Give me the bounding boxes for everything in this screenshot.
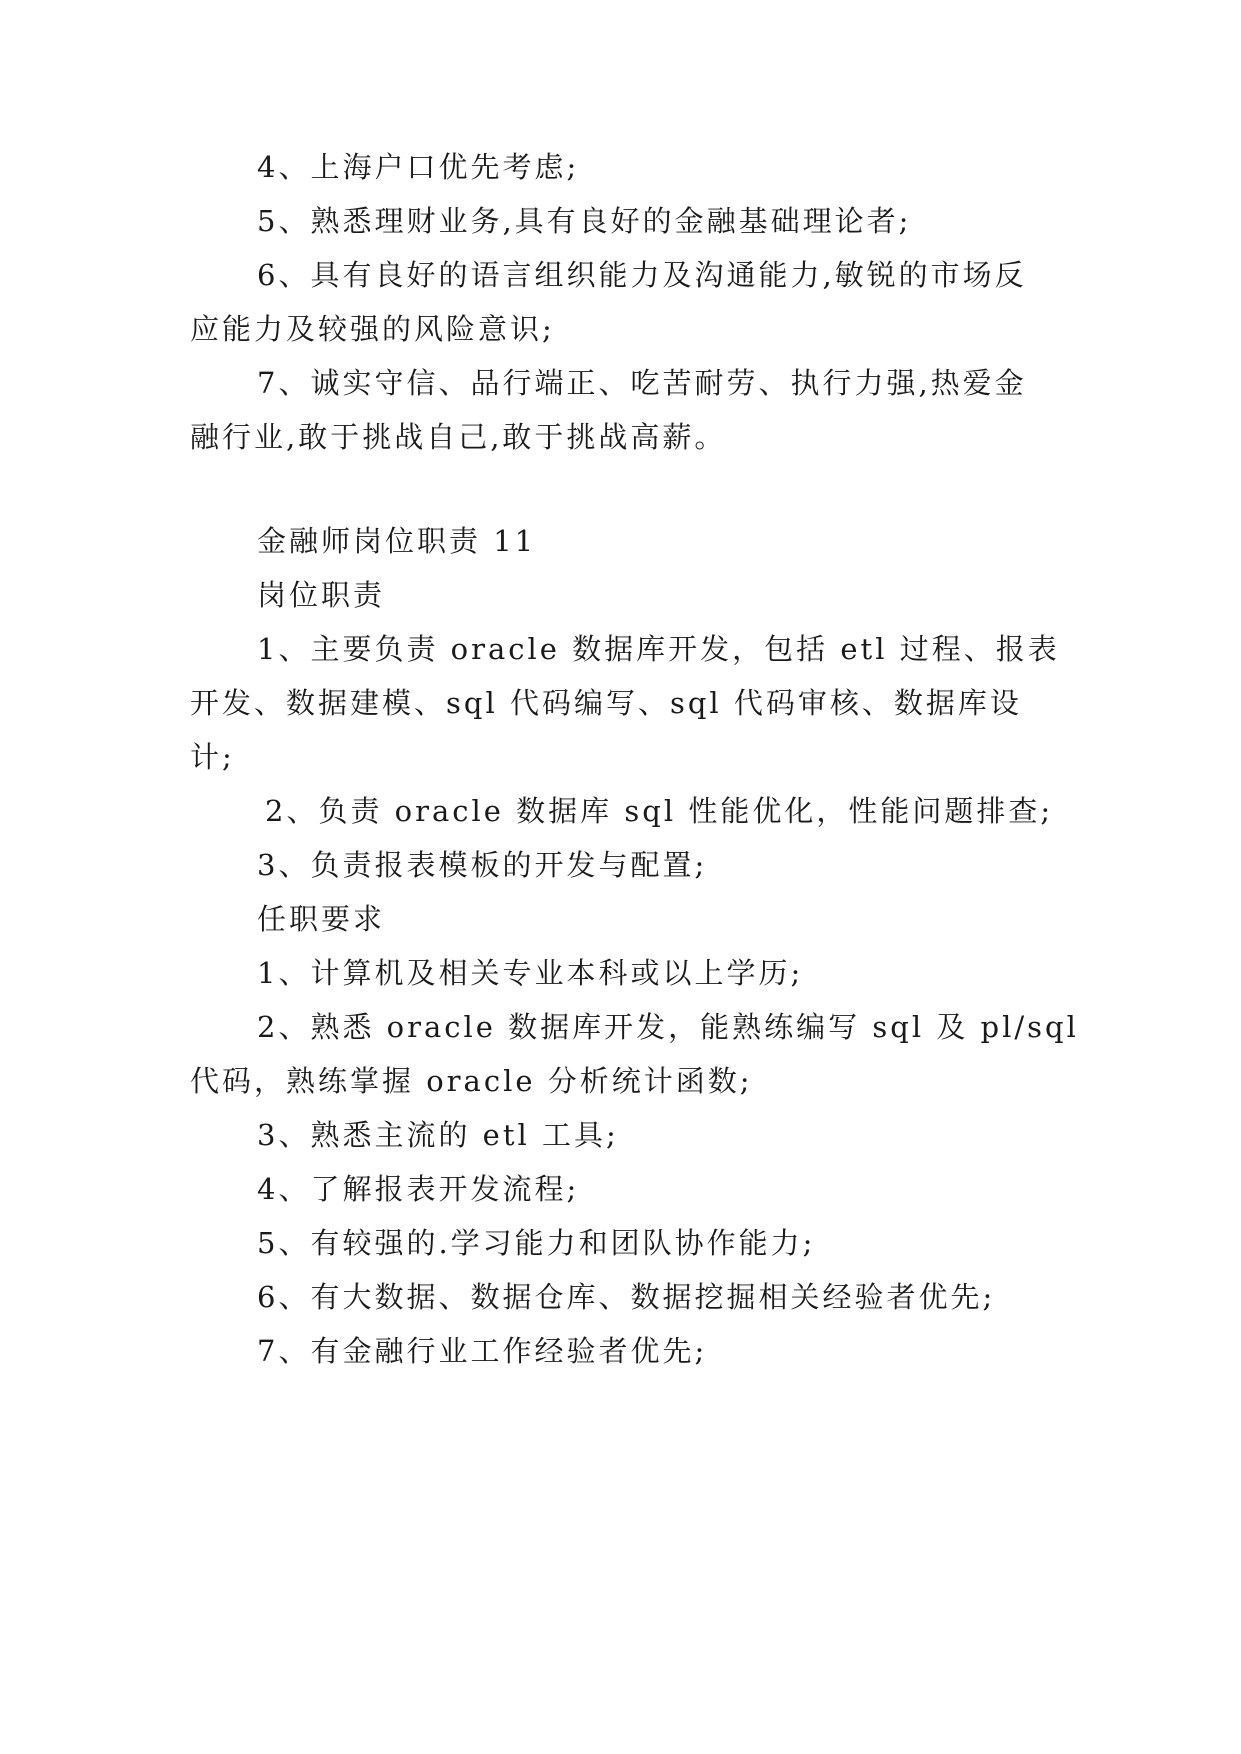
duty-1-line-1: 1、主要负责 oracle 数据库开发，包括 etl 过程、报表 xyxy=(257,632,1060,666)
duty-1-line-2: 开发、数据建模、sql 代码编写、sql 代码审核、数据库设 xyxy=(190,686,1022,720)
duty-2: 2、负责 oracle 数据库 sql 性能优化，性能问题排查; xyxy=(265,794,1054,828)
prev-requirement-4: 4、上海户口优先考虑; xyxy=(257,150,580,184)
prev-requirement-5: 5、熟悉理财业务,具有良好的金融基础理论者; xyxy=(257,204,912,238)
duty-3: 3、负责报表模板的开发与配置; xyxy=(257,848,708,882)
section-title: 金融师岗位职责 11 xyxy=(257,524,537,558)
duties-heading: 岗位职责 xyxy=(257,578,386,612)
requirement-6: 6、有大数据、数据仓库、数据挖掘相关经验者优先; xyxy=(257,1280,996,1314)
prev-requirement-6-line-1: 6、具有良好的语言组织能力及沟通能力,敏锐的市场反 xyxy=(257,258,1027,292)
prev-requirement-6-line-2: 应能力及较强的风险意识; xyxy=(190,312,555,346)
requirement-2-line-2: 代码，熟练掌握 oracle 分析统计函数; xyxy=(190,1064,753,1098)
requirement-5: 5、有较强的.学习能力和团队协作能力; xyxy=(257,1226,816,1260)
requirement-7: 7、有金融行业工作经验者优先; xyxy=(257,1334,708,1368)
requirements-heading: 任职要求 xyxy=(257,902,386,936)
duty-1-line-3: 计; xyxy=(190,740,235,774)
requirement-3: 3、熟悉主流的 etl 工具; xyxy=(257,1118,619,1152)
requirement-2-line-1: 2、熟悉 oracle 数据库开发，能熟练编写 sql 及 pl/sql xyxy=(257,1010,1079,1044)
prev-requirement-7-line-2: 融行业,敢于挑战自己,敢于挑战高薪。 xyxy=(190,420,727,454)
requirement-1: 1、计算机及相关专业本科或以上学历; xyxy=(257,956,804,990)
prev-requirement-7-line-1: 7、诚实守信、品行端正、吃苦耐劳、执行力强,热爱金 xyxy=(257,366,1027,400)
requirement-4: 4、了解报表开发流程; xyxy=(257,1172,580,1206)
